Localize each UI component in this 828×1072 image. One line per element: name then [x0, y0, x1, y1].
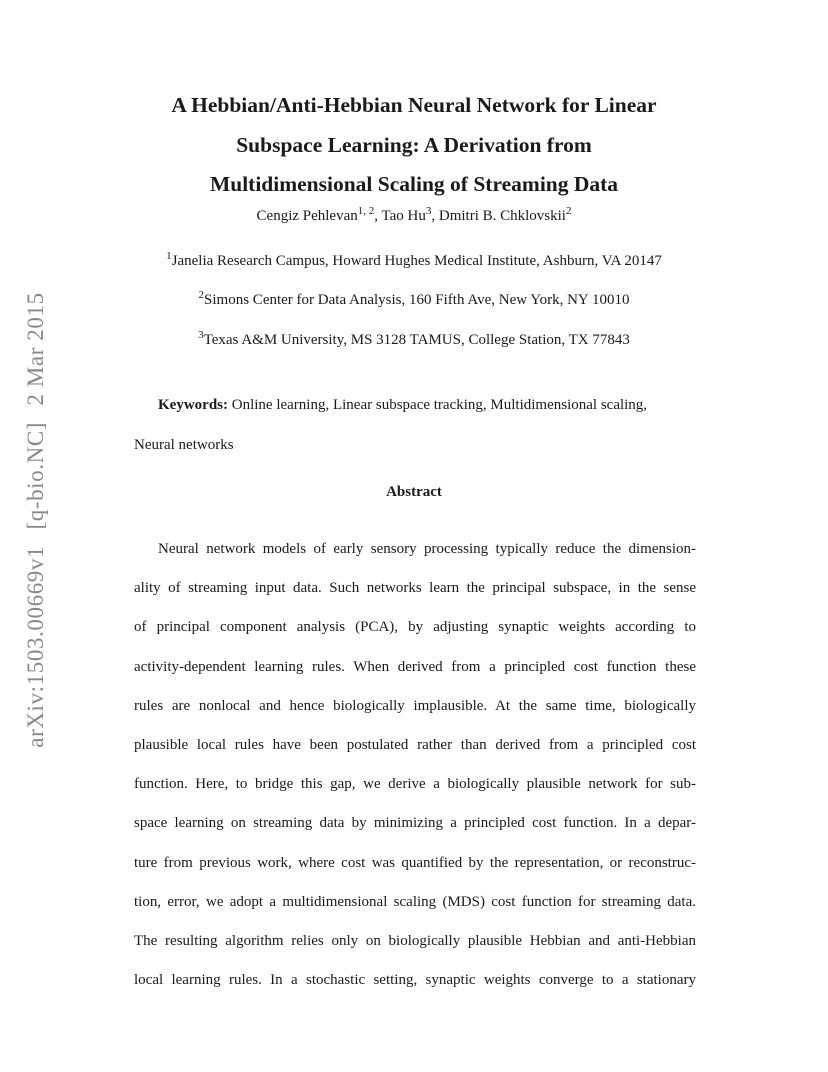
abstract-line: of principal component analysis (PCA), by adjusting synaptic weights according to [134, 619, 696, 636]
affiliation-marker: 1 [166, 250, 172, 262]
abstract-body [134, 537, 696, 1007]
arxiv-id: arXiv:1503.00669v1 [23, 545, 48, 748]
abstract-line: function. Here, to bridge this gap, we derive a biologically plausible network for sub- [134, 776, 696, 793]
keywords-label: Keywords: [158, 397, 228, 413]
abstract-heading: Abstract [386, 484, 442, 500]
author-separator: , [374, 208, 382, 224]
affiliation-marker: 2 [198, 289, 205, 301]
title-line: Multidimensional Scaling of Streaming Data [209, 172, 619, 196]
affiliation [134, 251, 694, 271]
abstract-line: plausible local rules have been postulated rather than derived from a principled cost [134, 736, 696, 753]
author-name: Tao Hu [381, 208, 426, 224]
affiliation [134, 290, 694, 310]
title-line: Subspace Learning: A Derivation from [236, 132, 592, 157]
paper-title [134, 86, 694, 205]
abstract-line: local learning rules. In a stochastic setting, synaptic weights converge to a stationary [134, 972, 696, 989]
author-name: Cengiz Pehlevan [256, 208, 358, 224]
affiliation-text: Texas A&M University, MS 3128 TAMUS, College Station, TX 77843 [203, 332, 630, 348]
affiliation-text: Simons Center for Data Analysis, 160 Fifth Ave, New York, NY 10010 [204, 292, 630, 308]
keywords-text: Online learning, Linear subspace tracking, Multidimensional scaling, [231, 397, 648, 413]
affiliation-marker: 3 [198, 329, 204, 341]
affiliation-text: Janelia Research Campus, Howard Hughes Medical Institute, Ashburn, VA 20147 [171, 253, 662, 269]
abstract-line: tion, error, we adopt a multidimensional scaling (MDS) cost function for streaming data. [134, 893, 696, 910]
author-affiliation-marker: 3 [425, 205, 432, 217]
arxiv-date: 2 Mar 2015 [23, 292, 48, 406]
keywords-text: Neural networks [134, 436, 234, 453]
abstract-line: ture from previous work, where cost was quantified by the representation, or reconstruc- [134, 854, 696, 871]
author-name: Dmitri B. Chklovskii [438, 208, 566, 224]
abstract-line: space learning on streaming data by minimizing a principled cost function. In a depar- [134, 815, 696, 832]
keywords-section [134, 386, 696, 465]
author-affiliation-marker: 2 [565, 205, 572, 217]
title-line: A Hebbian/Anti-Hebbian Neural Network for Linear [171, 93, 657, 117]
author-affiliation-marker: 1, 2 [357, 205, 375, 217]
abstract-line: The resulting algorithm relies only on biologically plausible Hebbian and anti-Hebbian [134, 932, 696, 949]
abstract-line: ality of streaming input data. Such networks learn the principal subspace, in the sense [134, 580, 696, 597]
abstract-line: rules are nonlocal and hence biologically implausible. At the same time, biologically [134, 697, 696, 714]
author-separator: , [431, 208, 439, 224]
abstract-line: activity-dependent learning rules. When derived from a principled cost function these [134, 658, 696, 675]
author-list [134, 206, 694, 226]
abstract-line: Neural network models of early sensory processing typically reduce the dimension- [158, 541, 696, 557]
affiliation [134, 330, 694, 350]
arxiv-identifier [23, 292, 49, 747]
arxiv-category: [q-bio.NC] [23, 421, 48, 530]
